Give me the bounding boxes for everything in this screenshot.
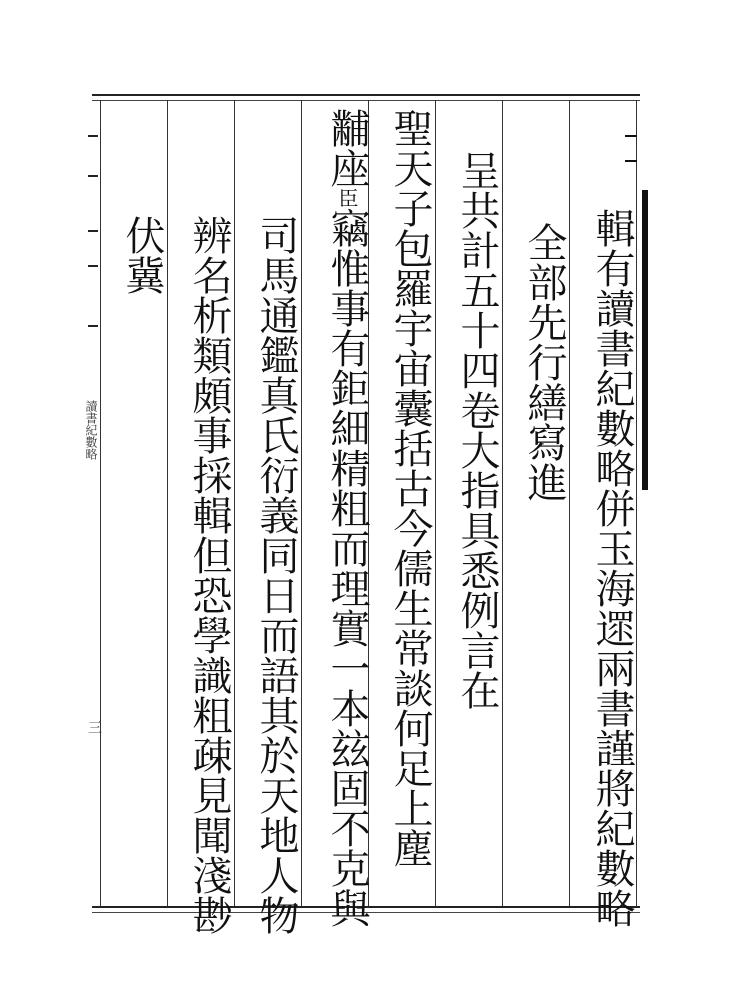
column-5-lead: 黼座 (324, 108, 370, 188)
margin-tick (88, 325, 98, 327)
text-column-7: 辨名析類頗事採輯但恐學識粗疎見聞淺尠 (186, 215, 232, 935)
binding-edge (642, 190, 648, 490)
text-column-3: 呈共計五十四卷大指具悉例言在 (454, 150, 500, 710)
edge-mark (625, 160, 637, 162)
column-rule (435, 100, 436, 906)
margin-title: 讀書紀數略 (84, 400, 98, 460)
column-rule (167, 100, 168, 906)
text-column-4: 聖天子包羅宇宙囊括古今儒生常談何足上塵 (387, 108, 433, 868)
top-border (92, 94, 640, 96)
column-5-body: 竊惟事有鉅細精粗而理實一本玆固不克與 (324, 208, 370, 928)
column-rule (502, 100, 503, 906)
text-column-6: 司馬通鑑真氏衍義同日而語其於天地人物 (253, 215, 299, 935)
margin-tick (88, 265, 98, 267)
column-rule (636, 100, 637, 906)
edge-mark (625, 135, 637, 137)
column-rule (100, 100, 101, 906)
column-rule (301, 100, 302, 906)
top-border-inner (92, 100, 640, 101)
margin-tick (88, 135, 98, 137)
column-rule (569, 100, 570, 906)
margin-tick (88, 175, 98, 177)
text-column-8: 伏冀 (119, 215, 165, 295)
margin-tick (88, 230, 98, 232)
column-5-note: 臣 (335, 188, 359, 208)
margin-page-number: 三 (86, 720, 102, 734)
column-rule (234, 100, 235, 906)
text-column-2: 全部先行繕寫進 (521, 222, 567, 502)
text-column-1: 輯有讀書紀數略併玉海遝兩書謹將紀數略 (589, 208, 635, 928)
text-column-5 (313, 108, 369, 928)
